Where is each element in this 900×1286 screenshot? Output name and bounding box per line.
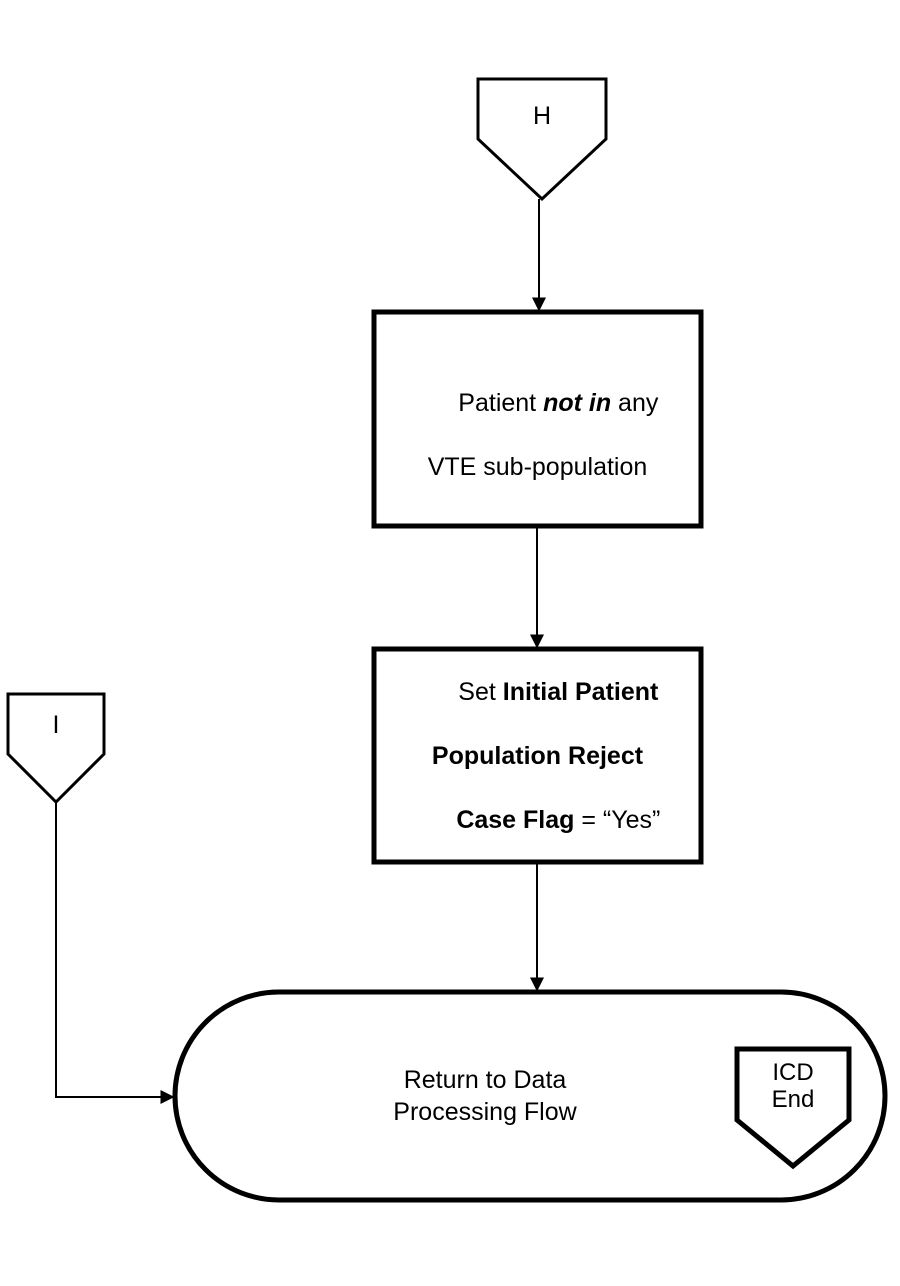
process-set-flag-label — [374, 649, 701, 862]
text-run: Set — [458, 677, 503, 706]
text-run-emphasis: Case Flag — [456, 805, 575, 834]
connector-h-text: H — [532, 102, 552, 130]
text-run-emphasis: Initial Patient — [502, 677, 659, 706]
connector-i-label — [8, 694, 104, 756]
text-run: Patient — [458, 389, 544, 417]
process-set-flag-line1 — [417, 644, 659, 740]
connector-icd-end-label — [737, 1051, 849, 1123]
terminal-return-line1: Return to Data — [403, 1066, 567, 1094]
edge-i-to-return — [56, 802, 171, 1097]
terminal-return-label — [320, 1040, 650, 1152]
connector-i-text: I — [52, 711, 60, 739]
process-not-in-vte-label — [374, 312, 701, 526]
text-run: any — [611, 389, 659, 417]
connector-icd-end-line2: End — [771, 1086, 815, 1113]
process-set-flag-line2: Population Reject — [431, 741, 644, 770]
text-run: = “Yes” — [574, 805, 661, 834]
process-not-in-vte-line2: VTE sub-population — [427, 453, 648, 481]
terminal-return-line2: Processing Flow — [393, 1098, 577, 1126]
connector-icd-end-line1: ICD — [772, 1059, 814, 1087]
process-set-flag-line3 — [415, 772, 661, 868]
text-run-emphasis: not in — [543, 389, 612, 417]
connector-h-label — [478, 79, 606, 153]
process-not-in-vte-line1 — [417, 355, 659, 451]
